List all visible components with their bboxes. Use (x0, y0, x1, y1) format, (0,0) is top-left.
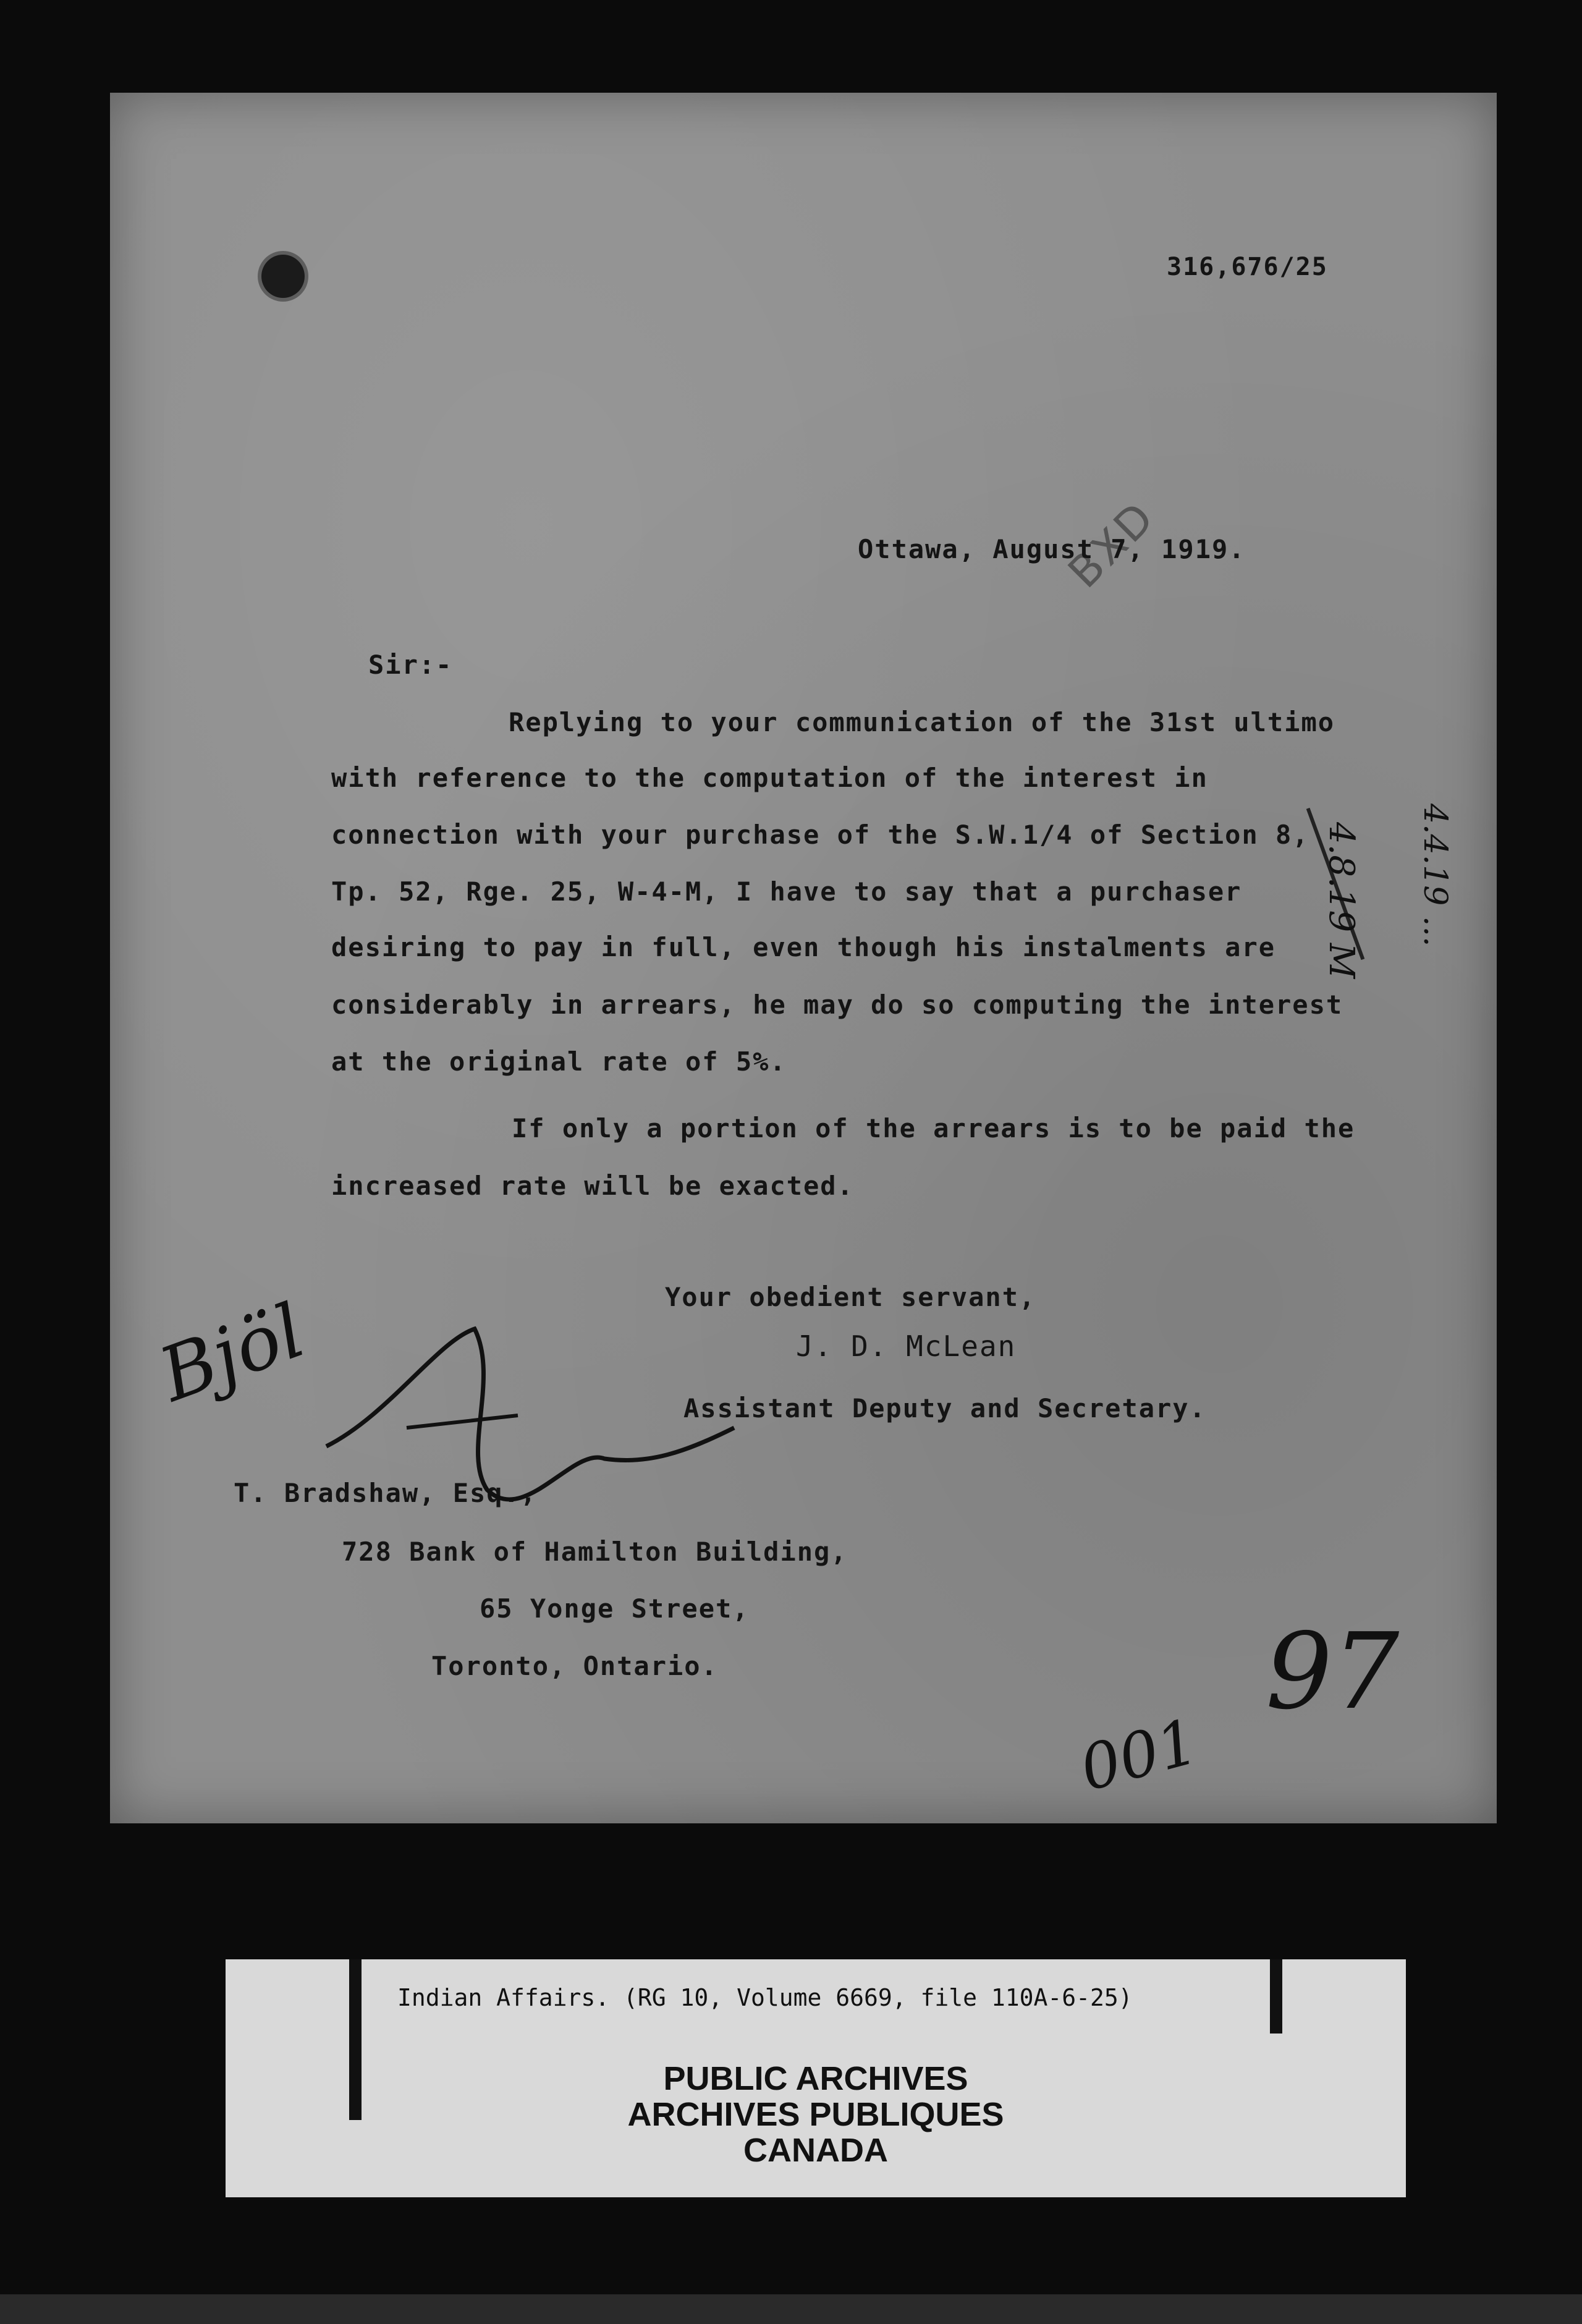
recipient-line: T. Bradshaw, Esq., (234, 1478, 538, 1508)
label-notch (1270, 1959, 1282, 2034)
archive-label-card (226, 1959, 1406, 2197)
file-number: 316,676/25 (1167, 253, 1328, 281)
bxd-stamp: BXD (1058, 491, 1165, 598)
archive-line: ARCHIVES PUBLIQUES (627, 2096, 1004, 2133)
signature: J. D. McLean (796, 1330, 1017, 1363)
handwritten-number: 97 (1266, 1611, 1400, 1733)
paragraph1-line: desiring to pay in full, even though his instalments are (331, 932, 1276, 962)
paragraph2-line: increased rate will be exacted. (331, 1171, 854, 1201)
archive-line: PUBLIC ARCHIVES (663, 2060, 968, 2097)
label-notch (349, 1959, 362, 2120)
film-edge-strip (0, 2294, 1582, 2324)
handwritten-note: 001 (1072, 1705, 1206, 1805)
paragraph1-line: Replying to your communication of the 31st ultimo (509, 707, 1335, 737)
salutation: Sir:- (368, 650, 453, 680)
closing: Your obedient servant, (665, 1282, 1036, 1312)
recipient-line: 728 Bank of Hamilton Building, (342, 1537, 848, 1567)
signature-flourish (314, 1304, 747, 1527)
paragraph1-line: considerably in arrears, he may do so computing the interest (331, 990, 1343, 1020)
paragraph1-line: at the original rate of 5%. (331, 1046, 787, 1077)
paragraph1-line: Tp. 52, Rge. 25, W-4-M, I have to say that a purchaser (331, 876, 1242, 907)
date-line: Ottawa, August 7, 1919. (858, 534, 1246, 564)
paragraph2-line: If only a portion of the arrears is to be paid the (512, 1113, 1355, 1143)
letter-page (110, 93, 1497, 1823)
archive-line: CANADA (743, 2132, 888, 2169)
paragraph1-line: connection with your purchase of the S.W.1/4 of Section 8, (331, 820, 1309, 850)
punch-hole (261, 255, 305, 298)
margin-note-2: 4.4.19 ... (1416, 804, 1453, 947)
handwritten-initials: Bjöl (149, 1287, 316, 1419)
recipient-line: 65 Yonge Street, (480, 1593, 750, 1624)
archive-reference: Indian Affairs. (RG 10, Volume 6669, file 110A-6-25) (397, 1984, 1133, 2011)
signer-title: Assistant Deputy and Secretary. (683, 1393, 1206, 1423)
recipient-line: Toronto, Ontario. (431, 1651, 718, 1681)
paragraph1-line: with reference to the computation of the interest in (331, 763, 1208, 793)
margin-note: 4.8.19 M (1321, 822, 1361, 979)
